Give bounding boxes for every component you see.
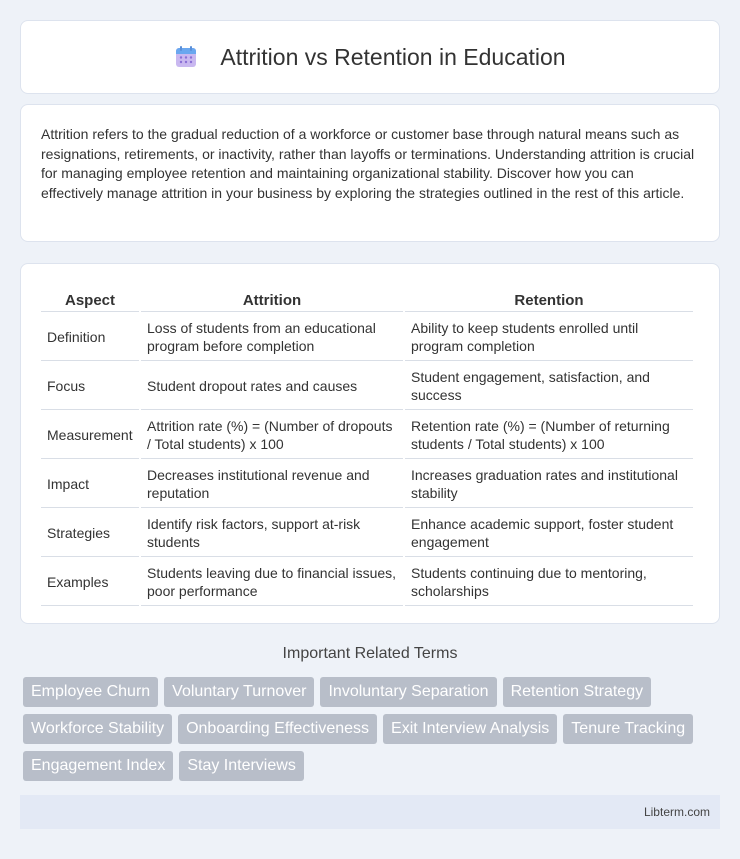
cell-attrition: Loss of students from an educational program before completion: [141, 314, 403, 361]
cell-aspect: Measurement: [41, 412, 139, 459]
comparison-table: [39, 284, 695, 608]
table-row: [41, 363, 693, 410]
cell-aspect: Examples: [41, 559, 139, 606]
cell-retention: Enhance academic support, foster student engagement: [405, 510, 693, 557]
cell-retention: Increases graduation rates and institutional stability: [405, 461, 693, 508]
tag-stay-interviews[interactable]: Stay Interviews: [179, 751, 303, 781]
header-attrition: Attrition: [141, 286, 403, 312]
table-row: [41, 559, 693, 606]
cell-retention: Ability to keep students enrolled until program completion: [405, 314, 693, 361]
cell-aspect: Focus: [41, 363, 139, 410]
tag-employee-churn[interactable]: Employee Churn: [23, 677, 158, 707]
calendar-icon: [174, 45, 198, 69]
tag-voluntary-turnover[interactable]: Voluntary Turnover: [164, 677, 314, 707]
footer-brand[interactable]: Libterm.com: [643, 805, 710, 819]
intro-paragraph: Attrition refers to the gradual reduction of a workforce or customer base through natural means such as resignations, retirements, or inactivity, rather than layoffs or terminations. Understanding attrition is crucial for managing employee retention and maintaining organizational stability. Discover how you can effectively manage attrition in your business by exploring the strategies outlined in the rest of this article.: [41, 126, 695, 201]
header-aspect: Aspect: [41, 286, 139, 312]
table-row: [41, 461, 693, 508]
tag-engagement-index[interactable]: Engagement Index: [23, 751, 173, 781]
cell-retention: Student engagement, satisfaction, and success: [405, 363, 693, 410]
cell-attrition: Attrition rate (%) = (Number of dropouts / Total students) x 100: [141, 412, 403, 459]
cell-aspect: Strategies: [41, 510, 139, 557]
cell-aspect: Definition: [41, 314, 139, 361]
cell-attrition: Student dropout rates and causes: [141, 363, 403, 410]
table-row: [41, 510, 693, 557]
cell-attrition: Decreases institutional revenue and reputation: [141, 461, 403, 508]
related-terms-list: [23, 677, 713, 781]
header-retention: Retention: [405, 286, 693, 312]
tag-retention-strategy[interactable]: Retention Strategy: [503, 677, 652, 707]
footer: [20, 795, 720, 829]
tag-tenure-tracking[interactable]: Tenure Tracking: [563, 714, 693, 744]
cell-attrition: Identify risk factors, support at-risk students: [141, 510, 403, 557]
tag-exit-interview-analysis[interactable]: Exit Interview Analysis: [383, 714, 557, 744]
page-title: Attrition vs Retention in Education: [220, 43, 566, 70]
cell-retention: Students continuing due to mentoring, scholarships: [405, 559, 693, 606]
tag-onboarding-effectiveness[interactable]: Onboarding Effectiveness: [178, 714, 377, 744]
table-header-row: [41, 286, 693, 312]
table-row: [41, 314, 693, 361]
cell-attrition: Students leaving due to financial issues, poor performance: [141, 559, 403, 606]
cell-retention: Retention rate (%) = (Number of returning students / Total students) x 100: [405, 412, 693, 459]
header-card: [20, 20, 720, 94]
tag-involuntary-separation[interactable]: Involuntary Separation: [320, 677, 496, 707]
tag-workforce-stability[interactable]: Workforce Stability: [23, 714, 172, 744]
cell-aspect: Impact: [41, 461, 139, 508]
comparison-table-card: [20, 263, 720, 624]
related-terms-title: Important Related Terms: [282, 645, 458, 662]
intro-card: [20, 104, 720, 242]
table-row: [41, 412, 693, 459]
